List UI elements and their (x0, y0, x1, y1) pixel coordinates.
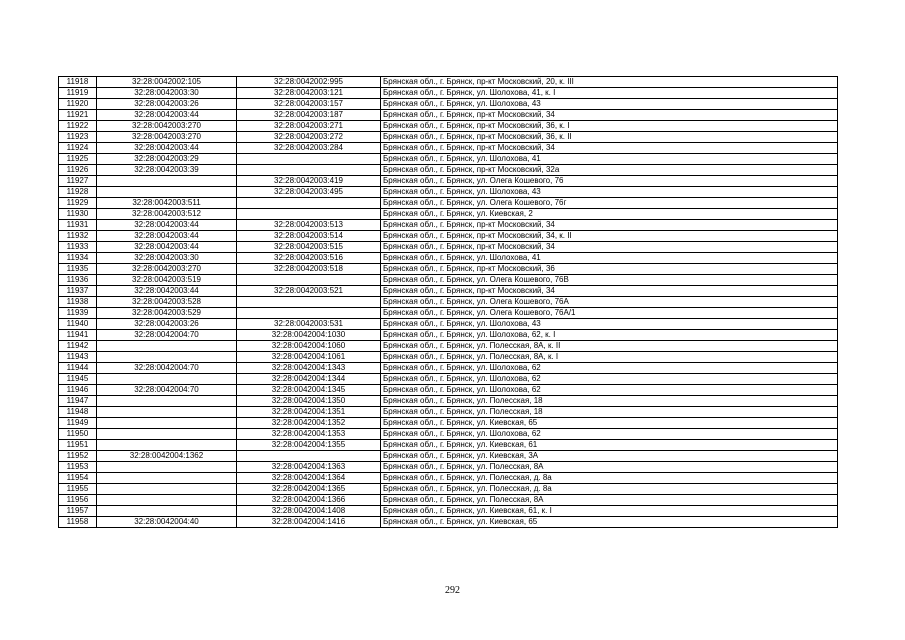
row-number: 11938 (59, 297, 97, 308)
building-number (237, 209, 381, 220)
row-number: 11927 (59, 176, 97, 187)
table-row (59, 121, 838, 132)
row-number: 11950 (59, 429, 97, 440)
address: Брянская обл., г. Брянск, ул. Полесская, 18 (381, 396, 838, 407)
building-number: 32:28:0042003:513 (237, 220, 381, 231)
row-number: 11948 (59, 407, 97, 418)
building-number: 32:28:0042003:516 (237, 253, 381, 264)
table-row (59, 220, 838, 231)
table-row (59, 341, 838, 352)
address: Брянская обл., г. Брянск, ул. Шолохова, 43 (381, 319, 838, 330)
building-number: 32:28:0042004:1344 (237, 374, 381, 385)
address: Брянская обл., г. Брянск, ул. Полесская, 18 (381, 407, 838, 418)
building-number: 32:28:0042003:495 (237, 187, 381, 198)
building-number: 32:28:0042004:1343 (237, 363, 381, 374)
address: Брянская обл., г. Брянск, ул. Полесская, 8А, к. II (381, 341, 838, 352)
building-number: 32:28:0042004:1355 (237, 440, 381, 451)
building-number: 32:28:0042003:187 (237, 110, 381, 121)
row-number: 11931 (59, 220, 97, 231)
land-parcel-number (97, 506, 237, 517)
address: Брянская обл., г. Брянск, ул. Полесская, д. 8а (381, 484, 838, 495)
table-row (59, 385, 838, 396)
row-number: 11957 (59, 506, 97, 517)
row-number: 11934 (59, 253, 97, 264)
land-parcel-number: 32:28:0042004:70 (97, 385, 237, 396)
building-number: 32:28:0042003:272 (237, 132, 381, 143)
row-number: 11923 (59, 132, 97, 143)
row-number: 11936 (59, 275, 97, 286)
table-row (59, 462, 838, 473)
land-parcel-number: 32:28:0042003:511 (97, 198, 237, 209)
address: Брянская обл., г. Брянск, ул. Полесская, 8А (381, 495, 838, 506)
address: Брянская обл., г. Брянск, ул. Шолохова, 62 (381, 385, 838, 396)
address: Брянская обл., г. Брянск, ул. Полесская, 8А, к. I (381, 352, 838, 363)
building-number: 32:28:0042004:1061 (237, 352, 381, 363)
table-row (59, 88, 838, 99)
address: Брянская обл., г. Брянск, ул. Полесская, д. 8а (381, 473, 838, 484)
row-number: 11942 (59, 341, 97, 352)
table-row (59, 143, 838, 154)
table-row (59, 407, 838, 418)
building-number: 32:28:0042004:1408 (237, 506, 381, 517)
row-number: 11954 (59, 473, 97, 484)
address: Брянская обл., г. Брянск, пр-кт Московский, 34 (381, 143, 838, 154)
row-number: 11919 (59, 88, 97, 99)
table-row (59, 187, 838, 198)
building-number: 32:28:0042004:1350 (237, 396, 381, 407)
row-number: 11926 (59, 165, 97, 176)
building-number: 32:28:0042004:1352 (237, 418, 381, 429)
table-row (59, 286, 838, 297)
building-number: 32:28:0042003:521 (237, 286, 381, 297)
address: Брянская обл., г. Брянск, ул. Киевская, 61 (381, 440, 838, 451)
land-parcel-number (97, 495, 237, 506)
building-number: 32:28:0042004:1060 (237, 341, 381, 352)
table-row (59, 484, 838, 495)
row-number: 11951 (59, 440, 97, 451)
address: Брянская обл., г. Брянск, пр-кт Московский, 34 (381, 110, 838, 121)
table-row (59, 176, 838, 187)
land-parcel-number: 32:28:0042003:44 (97, 242, 237, 253)
row-number: 11920 (59, 99, 97, 110)
table-row (59, 154, 838, 165)
row-number: 11935 (59, 264, 97, 275)
land-parcel-number (97, 374, 237, 385)
page-number: 292 (445, 585, 460, 596)
building-number: 32:28:0042003:271 (237, 121, 381, 132)
land-parcel-number (97, 341, 237, 352)
table-row (59, 275, 838, 286)
address: Брянская обл., г. Брянск, пр-кт Московский, 34 (381, 286, 838, 297)
address: Брянская обл., г. Брянск, ул. Шолохова, 62 (381, 429, 838, 440)
building-number: 32:28:0042003:121 (237, 88, 381, 99)
row-number: 11939 (59, 308, 97, 319)
land-parcel-number: 32:28:0042003:270 (97, 121, 237, 132)
table-row (59, 253, 838, 264)
building-number (237, 275, 381, 286)
address: Брянская обл., г. Брянск, пр-кт Московский, 20, к. III (381, 77, 838, 88)
building-number: 32:28:0042004:1366 (237, 495, 381, 506)
row-number: 11925 (59, 154, 97, 165)
row-number: 11924 (59, 143, 97, 154)
land-parcel-number: 32:28:0042003:528 (97, 297, 237, 308)
cadastral-table (58, 76, 838, 528)
table-row (59, 209, 838, 220)
table-row (59, 110, 838, 121)
land-parcel-number: 32:28:0042003:270 (97, 264, 237, 275)
table-row (59, 517, 838, 528)
address: Брянская обл., г. Брянск, ул. Шолохова, 62, к. I (381, 330, 838, 341)
building-number (237, 154, 381, 165)
land-parcel-number: 32:28:0042003:30 (97, 253, 237, 264)
table-row (59, 418, 838, 429)
row-number: 11921 (59, 110, 97, 121)
building-number: 32:28:0042004:1364 (237, 473, 381, 484)
table-row (59, 242, 838, 253)
row-number: 11937 (59, 286, 97, 297)
land-parcel-number: 32:28:0042004:70 (97, 330, 237, 341)
building-number: 32:28:0042004:1365 (237, 484, 381, 495)
land-parcel-number: 32:28:0042004:70 (97, 363, 237, 374)
address: Брянская обл., г. Брянск, пр-кт Московский, 36, к. I (381, 121, 838, 132)
row-number: 11953 (59, 462, 97, 473)
address: Брянская обл., г. Брянск, ул. Олега Кошевого, 76 (381, 176, 838, 187)
address: Брянская обл., г. Брянск, пр-кт Московский, 36 (381, 264, 838, 275)
table-row (59, 363, 838, 374)
land-parcel-number: 32:28:0042003:44 (97, 143, 237, 154)
address: Брянская обл., г. Брянск, ул. Киевская, 65 (381, 418, 838, 429)
row-number: 11946 (59, 385, 97, 396)
address: Брянская обл., г. Брянск, ул. Полесская, 8А (381, 462, 838, 473)
land-parcel-number (97, 440, 237, 451)
address: Брянская обл., г. Брянск, ул. Киевская, 61, к. I (381, 506, 838, 517)
land-parcel-number: 32:28:0042003:29 (97, 154, 237, 165)
row-number: 11918 (59, 77, 97, 88)
row-number: 11929 (59, 198, 97, 209)
building-number: 32:28:0042003:515 (237, 242, 381, 253)
address: Брянская обл., г. Брянск, пр-кт Московский, 34 (381, 242, 838, 253)
address: Брянская обл., г. Брянск, ул. Шолохова, 43 (381, 99, 838, 110)
building-number: 32:28:0042004:1416 (237, 517, 381, 528)
address: Брянская обл., г. Брянск, ул. Олега Кошевого, 76В (381, 275, 838, 286)
table-row (59, 132, 838, 143)
row-number: 11940 (59, 319, 97, 330)
building-number: 32:28:0042003:531 (237, 319, 381, 330)
table-row (59, 330, 838, 341)
building-number (237, 165, 381, 176)
address: Брянская обл., г. Брянск, ул. Шолохова, 41 (381, 253, 838, 264)
address: Брянская обл., г. Брянск, пр-кт Московский, 34, к. II (381, 231, 838, 242)
building-number: 32:28:0042004:1351 (237, 407, 381, 418)
address: Брянская обл., г. Брянск, ул. Олега Кошевого, 76А (381, 297, 838, 308)
table-row (59, 77, 838, 88)
building-number: 32:28:0042004:1345 (237, 385, 381, 396)
building-number (237, 451, 381, 462)
building-number: 32:28:0042003:157 (237, 99, 381, 110)
row-number: 11941 (59, 330, 97, 341)
address: Брянская обл., г. Брянск, ул. Киевская, 65 (381, 517, 838, 528)
table-row (59, 264, 838, 275)
row-number: 11933 (59, 242, 97, 253)
building-number: 32:28:0042003:518 (237, 264, 381, 275)
row-number: 11944 (59, 363, 97, 374)
building-number: 32:28:0042002:995 (237, 77, 381, 88)
land-parcel-number: 32:28:0042003:44 (97, 110, 237, 121)
land-parcel-number: 32:28:0042004:40 (97, 517, 237, 528)
table-row (59, 396, 838, 407)
building-number: 32:28:0042004:1363 (237, 462, 381, 473)
table-row (59, 440, 838, 451)
address: Брянская обл., г. Брянск, ул. Шолохова, 41, к. I (381, 88, 838, 99)
row-number: 11928 (59, 187, 97, 198)
land-parcel-number: 32:28:0042003:44 (97, 231, 237, 242)
address: Брянская обл., г. Брянск, пр-кт Московский, 34 (381, 220, 838, 231)
land-parcel-number: 32:28:0042002:105 (97, 77, 237, 88)
building-number: 32:28:0042003:514 (237, 231, 381, 242)
table-row (59, 352, 838, 363)
table-row (59, 319, 838, 330)
building-number (237, 198, 381, 209)
address: Брянская обл., г. Брянск, ул. Киевская, 2 (381, 209, 838, 220)
row-number: 11955 (59, 484, 97, 495)
building-number: 32:28:0042004:1353 (237, 429, 381, 440)
row-number: 11956 (59, 495, 97, 506)
table-row (59, 231, 838, 242)
row-number: 11952 (59, 451, 97, 462)
land-parcel-number: 32:28:0042003:270 (97, 132, 237, 143)
land-parcel-number (97, 484, 237, 495)
table-row (59, 495, 838, 506)
table-row (59, 451, 838, 462)
building-number (237, 297, 381, 308)
address: Брянская обл., г. Брянск, ул. Киевская, 3А (381, 451, 838, 462)
table-body (59, 77, 838, 528)
address: Брянская обл., г. Брянск, пр-кт Московский, 36, к. II (381, 132, 838, 143)
building-number (237, 308, 381, 319)
address: Брянская обл., г. Брянск, ул. Шолохова, 41 (381, 154, 838, 165)
row-number: 11947 (59, 396, 97, 407)
land-parcel-number: 32:28:0042003:512 (97, 209, 237, 220)
table-row (59, 374, 838, 385)
land-parcel-number (97, 187, 237, 198)
land-parcel-number: 32:28:0042003:44 (97, 220, 237, 231)
row-number: 11945 (59, 374, 97, 385)
row-number: 11932 (59, 231, 97, 242)
land-parcel-number: 32:28:0042003:529 (97, 308, 237, 319)
land-parcel-number (97, 462, 237, 473)
table-row (59, 99, 838, 110)
address: Брянская обл., г. Брянск, пр-кт Московский, 32а (381, 165, 838, 176)
building-number: 32:28:0042003:284 (237, 143, 381, 154)
address: Брянская обл., г. Брянск, ул. Шолохова, 62 (381, 363, 838, 374)
table-row (59, 473, 838, 484)
row-number: 11922 (59, 121, 97, 132)
building-number: 32:28:0042003:419 (237, 176, 381, 187)
land-parcel-number (97, 429, 237, 440)
land-parcel-number: 32:28:0042003:26 (97, 99, 237, 110)
land-parcel-number: 32:28:0042003:44 (97, 286, 237, 297)
address: Брянская обл., г. Брянск, ул. Шолохова, 62 (381, 374, 838, 385)
table-row (59, 308, 838, 319)
table-row (59, 165, 838, 176)
building-number: 32:28:0042004:1030 (237, 330, 381, 341)
row-number: 11949 (59, 418, 97, 429)
land-parcel-number (97, 352, 237, 363)
table-row (59, 198, 838, 209)
land-parcel-number (97, 473, 237, 484)
land-parcel-number: 32:28:0042003:519 (97, 275, 237, 286)
land-parcel-number (97, 418, 237, 429)
row-number: 11943 (59, 352, 97, 363)
row-number: 11930 (59, 209, 97, 220)
address: Брянская обл., г. Брянск, ул. Шолохова, 43 (381, 187, 838, 198)
land-parcel-number (97, 407, 237, 418)
address: Брянская обл., г. Брянск, ул. Олега Кошевого, 76А/1 (381, 308, 838, 319)
table-row (59, 429, 838, 440)
address: Брянская обл., г. Брянск, ул. Олега Кошевого, 76г (381, 198, 838, 209)
table-row (59, 297, 838, 308)
row-number: 11958 (59, 517, 97, 528)
land-parcel-number: 32:28:0042003:30 (97, 88, 237, 99)
table-row (59, 506, 838, 517)
land-parcel-number (97, 176, 237, 187)
land-parcel-number: 32:28:0042003:26 (97, 319, 237, 330)
land-parcel-number (97, 396, 237, 407)
land-parcel-number: 32:28:0042003:39 (97, 165, 237, 176)
land-parcel-number: 32:28:0042004:1362 (97, 451, 237, 462)
